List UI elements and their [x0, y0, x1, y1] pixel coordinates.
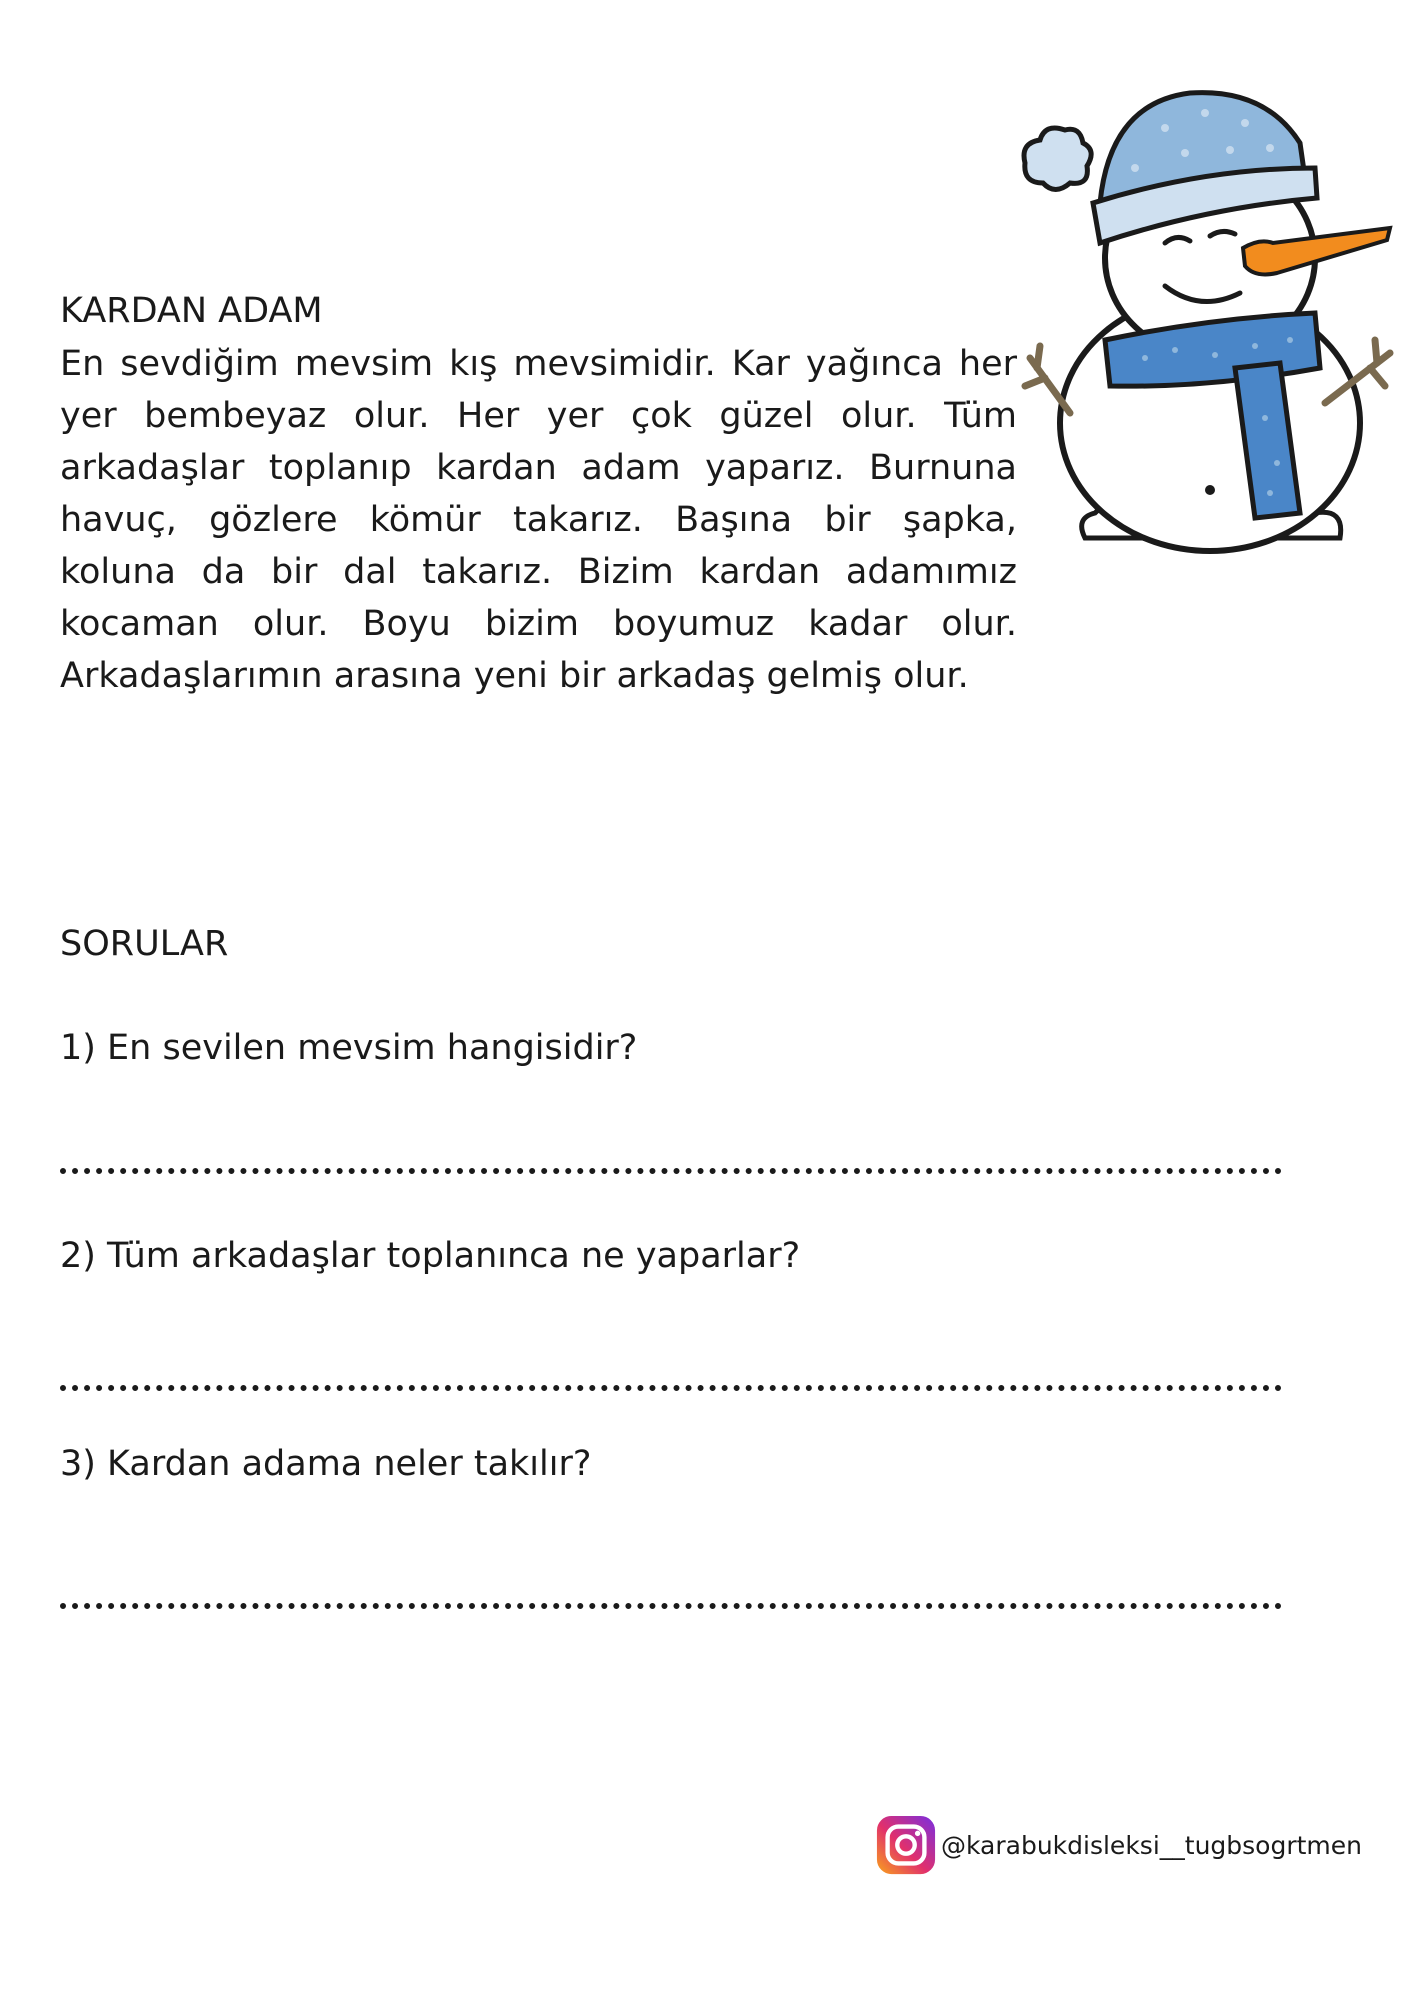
snowman-illustration: [1015, 68, 1405, 583]
story-title: KARDAN ADAM: [60, 291, 323, 331]
left-branch-arm: [1025, 346, 1070, 413]
answer-line-3[interactable]: [60, 1603, 1282, 1609]
question-2: 2) Tüm arkadaşlar toplanınca ne yaparlar?: [60, 1236, 801, 1276]
questions-title: SORULAR: [60, 924, 229, 964]
instagram-handle[interactable]: @karabukdisleksi__tugbsogrtmen: [941, 1830, 1362, 1860]
answer-line-1[interactable]: [60, 1168, 1282, 1174]
question-3: 3) Kardan adama neler takılır?: [60, 1444, 592, 1484]
question-1: 1) En sevilen mevsim hangisidir?: [60, 1028, 638, 1068]
instagram-icon: [875, 1814, 937, 1876]
story-body: En sevdiğim mevsim kış mevsimidir. Kar yağınca her yer bembeyaz olur. Her yer çok güzel olur. Tüm arkadaşlar toplanıp kardan adam yaparız. Burnuna havuç, gözlere kömür takarız. Başına bir şapka, koluna da bir dal takarız. Bizim kardan adamımız kocaman olur. Boyu bizim boyumuz kadar olur. Arkadaşlarımın arasına yeni bir arkadaş gelmiş olur.: [60, 344, 1017, 696]
answer-line-2[interactable]: [60, 1385, 1282, 1391]
social-footer: [875, 1812, 1362, 1878]
